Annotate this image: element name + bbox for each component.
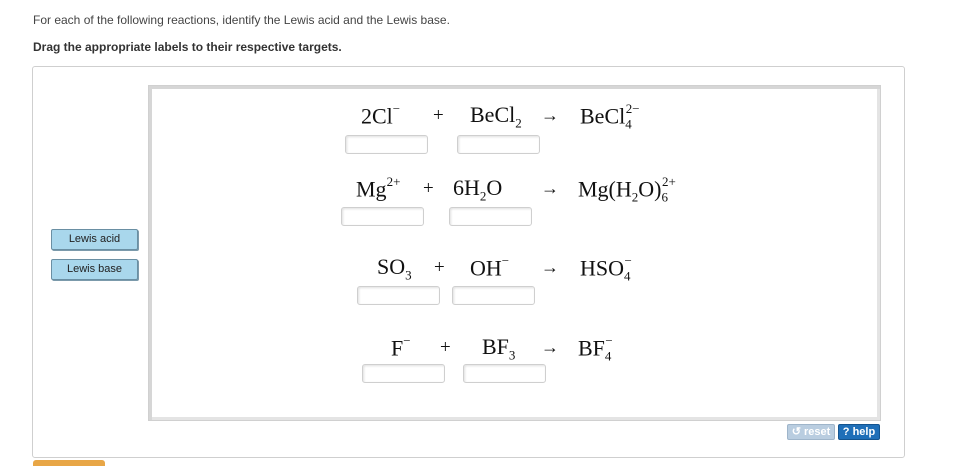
reaction-4-product: $BF_4^-$ xyxy=(578,333,613,364)
drop-target-1b[interactable] xyxy=(457,135,540,154)
reaction-1-plus: + xyxy=(433,105,444,126)
reaction-2-reactant-a: $Mg^{2+}$ xyxy=(356,174,401,202)
reaction-4-reactant-a: F− xyxy=(391,333,411,361)
submit-tab[interactable] xyxy=(33,460,105,466)
label-lewis-base[interactable]: Lewis base xyxy=(51,259,138,280)
reset-button[interactable] xyxy=(787,424,835,440)
reaction-4-plus: + xyxy=(440,337,451,358)
instruction-text: For each of the following reactions, identify the Lewis acid and the Lewis base. xyxy=(33,13,450,27)
drop-target-3b[interactable] xyxy=(452,286,535,305)
reaction-3-reactant-b: OH− xyxy=(470,253,510,281)
reaction-2-arrow: → xyxy=(541,178,559,198)
help-icon: ? xyxy=(842,426,850,438)
help-button[interactable] xyxy=(838,424,880,440)
drop-target-2a[interactable] xyxy=(341,207,424,226)
reset-icon: ↺ xyxy=(791,426,801,438)
reaction-4-reactant-b: $BF_3$ xyxy=(482,334,516,363)
reaction-1-reactant-a: 2Cl− xyxy=(361,101,401,129)
drop-target-2b[interactable] xyxy=(449,207,532,226)
reaction-2-product: $Mg(H_2O)_6^{2+}$ xyxy=(578,174,676,205)
reaction-1-arrow: → xyxy=(541,105,559,125)
reaction-4-arrow: → xyxy=(541,337,559,357)
reaction-3-arrow: → xyxy=(541,257,559,277)
reaction-3-reactant-a: $SO_3$ xyxy=(377,254,412,283)
drop-target-4b[interactable] xyxy=(463,364,546,383)
reaction-1-reactant-b: BeCl$_2$ xyxy=(470,102,522,131)
drop-target-4a[interactable] xyxy=(362,364,445,383)
reaction-2-reactant-b: $6H_2O$ xyxy=(453,175,503,204)
reaction-3-plus: + xyxy=(434,257,445,278)
label-lewis-acid[interactable]: Lewis acid xyxy=(51,229,138,250)
instruction-drag-text: Drag the appropriate labels to their respective targets. xyxy=(33,40,342,54)
help-label: help xyxy=(852,426,876,438)
reaction-3-product: $HSO_4^-$ xyxy=(580,253,632,284)
drop-target-3a[interactable] xyxy=(357,286,440,305)
reaction-1-product: BeCl$_4^{2-}$ xyxy=(580,101,640,132)
reaction-2-plus: + xyxy=(423,178,434,199)
reset-label: reset xyxy=(803,426,831,438)
drop-target-1a[interactable] xyxy=(345,135,428,154)
